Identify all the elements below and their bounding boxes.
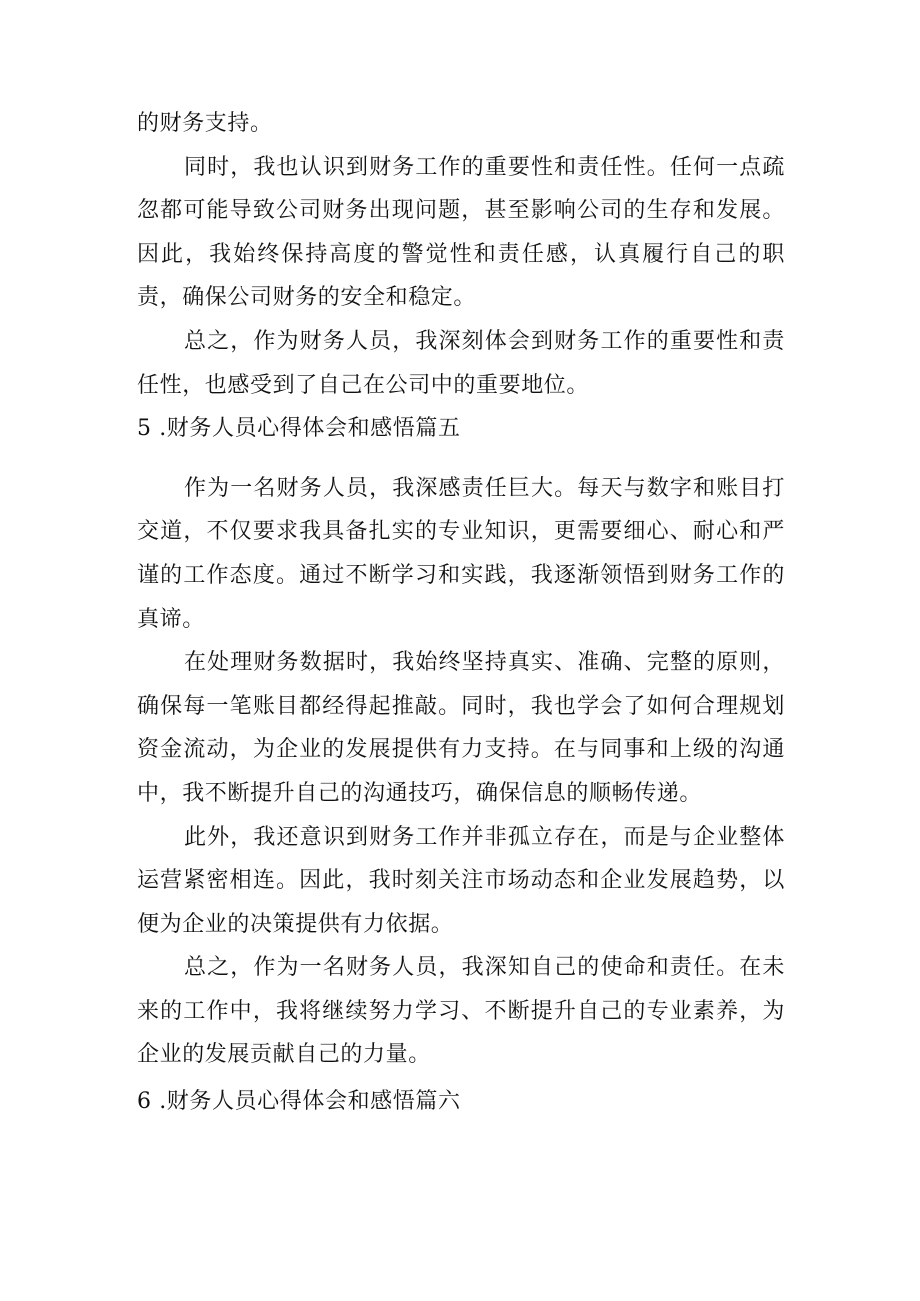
- paragraph: 总之，作为财务人员，我深刻体会到财务工作的重要性和责任性，也感受到了自己在公司中的重要地位。: [137, 328, 785, 398]
- paragraph-continuation: 的财务支持。: [137, 111, 273, 136]
- paragraph: 在处理财务数据时，我始终坚持真实、准确、完整的原则，确保每一笔账目都经得起推敲。同时，我也学会了如何合理规划资金流动，为企业的发展提供有力支持。在与同事和上级的沟通中，我不断提升自己的沟通技巧，确保信息的顺畅传递。: [137, 650, 785, 806]
- section-heading-6: 6 .财务人员心得体会和感悟篇六: [137, 1089, 461, 1115]
- paragraph: 同时，我也认识到财务工作的重要性和责任性。任何一点疏忽都可能导致公司财务出现问题，甚至影响公司的生存和发展。因此，我始终保持高度的警觉性和责任感，认真履行自己的职责，确保公司财务的安全和稳定。: [137, 154, 785, 311]
- paragraph: 此外，我还意识到财务工作并非孤立存在，而是与企业整体运营紧密相连。因此，我时刻关注市场动态和企业发展趋势，以便为企业的决策提供有力依据。: [137, 824, 785, 937]
- section-heading-5: 5 .财务人员心得体会和感悟篇五: [137, 416, 461, 442]
- paragraph: 作为一名财务人员，我深感责任巨大。每天与数字和账目打交道，不仅要求我具备扎实的专业知识，更需要细心、耐心和严谨的工作态度。通过不断学习和实践，我逐渐领悟到财务工作的真谛。: [137, 475, 785, 632]
- document-body: [137, 102, 785, 1124]
- paragraph: 总之，作为一名财务人员，我深知自己的使命和责任。在未来的工作中，我将继续努力学习、不断提升自己的专业素养，为企业的发展贡献自己的力量。: [137, 955, 785, 1068]
